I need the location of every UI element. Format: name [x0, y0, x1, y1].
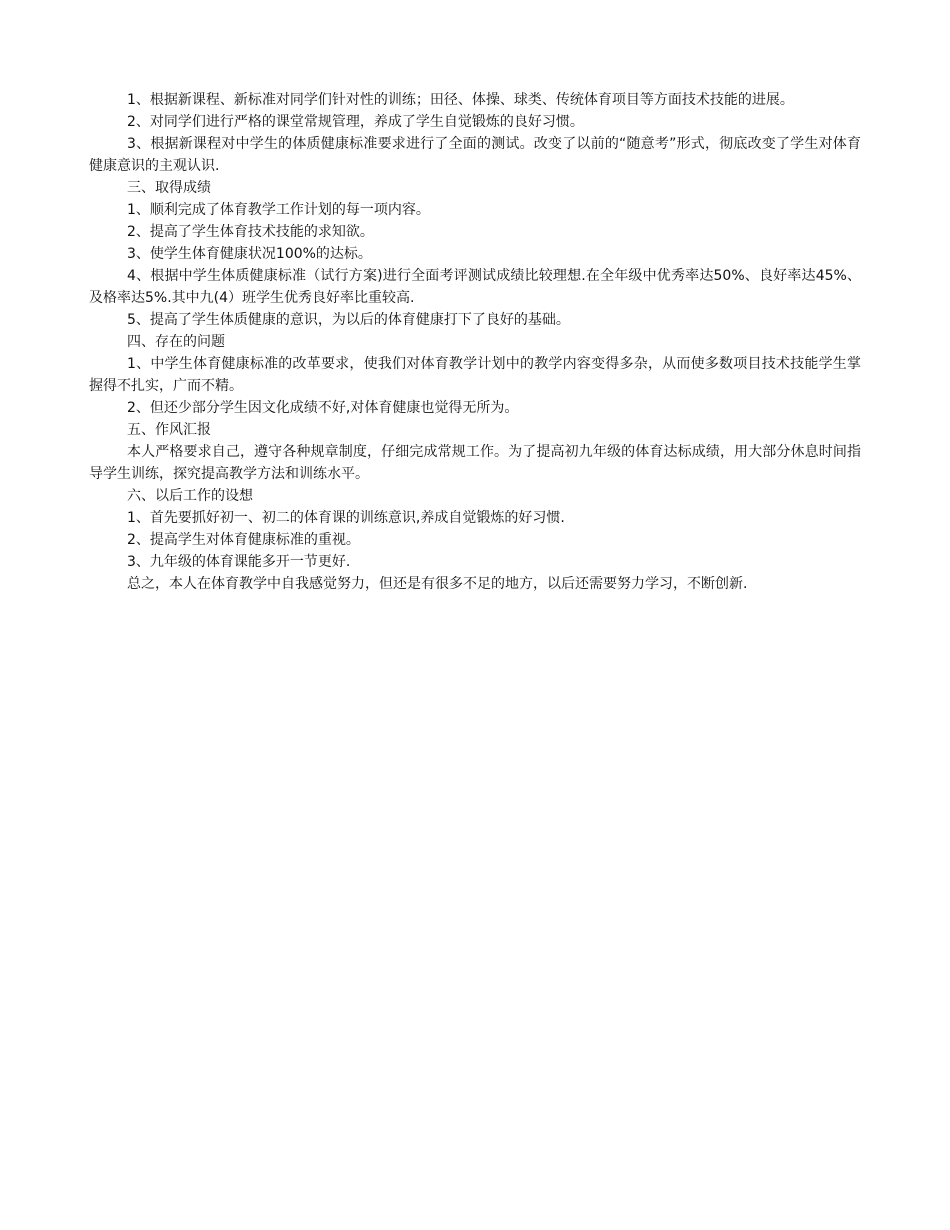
section-heading-achievements: 三、取得成绩	[127, 180, 211, 196]
paragraph-item-3: 3、根据新课程对中学生的体质健康标准要求进行了全面的测试。改变了以前的“随意考”形式，彻底改变了学生对体育健康意识的主观认识.	[89, 136, 861, 174]
paragraph-achievement-1: 1、顺利完成了体育教学工作计划的每一项内容。	[127, 202, 430, 218]
paragraph-problem-2: 2、但还少部分学生因文化成绩不好,对体育健康也觉得无所为。	[127, 400, 519, 416]
paragraph-work-style: 本人严格要求自己，遵守各种规章制度，仔细完成常规工作。为了提高初九年级的体育达标成绩，用大部分休息时间指导学生训练，探究提高教学方法和训练水平。	[89, 444, 861, 482]
paragraph-achievement-4: 4、根据中学生体质健康标准（试行方案)进行全面考评测试成绩比较理想.在全年级中优秀率达50%、良好率达45%、及格率达5%.其中九(4）班学生优秀良好率比重较高.	[89, 268, 861, 306]
paragraph-achievement-3: 3、使学生体育健康状况100%的达标。	[127, 246, 372, 262]
paragraph-plan-3: 3、九年级的体育课能多开一节更好.	[127, 554, 351, 570]
paragraph-item-2: 2、对同学们进行严格的课堂常规管理，养成了学生自觉锻炼的良好习惯。	[127, 114, 584, 130]
section-heading-work-style: 五、作风汇报	[127, 422, 211, 438]
paragraph-item-1: 1、根据新课程、新标准对同学们针对性的训练；田径、体操、球类、传统体育项目等方面技术技能的进展。	[127, 92, 794, 108]
section-heading-problems: 四、存在的问题	[127, 334, 225, 350]
paragraph-plan-2: 2、提高学生对体育健康标准的重视。	[127, 532, 360, 548]
paragraph-achievement-2: 2、提高了学生体育技术技能的求知欲。	[127, 224, 374, 240]
document-page	[89, 89, 861, 595]
section-heading-future-plans: 六、以后工作的设想	[127, 488, 253, 504]
paragraph-conclusion: 总之，本人在体育教学中自我感觉努力，但还是有很多不足的地方，以后还需要努力学习，不断创新.	[127, 576, 748, 592]
paragraph-plan-1: 1、首先要抓好初一、初二的体育课的训练意识,养成自觉锻炼的好习惯.	[127, 510, 565, 526]
paragraph-problem-1: 1、中学生体育健康标准的改革要求，使我们对体育教学计划中的教学内容变得多杂，从而使多数项目技术技能学生掌握得不扎实，广而不精。	[89, 356, 861, 394]
paragraph-achievement-5: 5、提高了学生体质健康的意识，为以后的体育健康打下了良好的基础。	[127, 312, 570, 328]
